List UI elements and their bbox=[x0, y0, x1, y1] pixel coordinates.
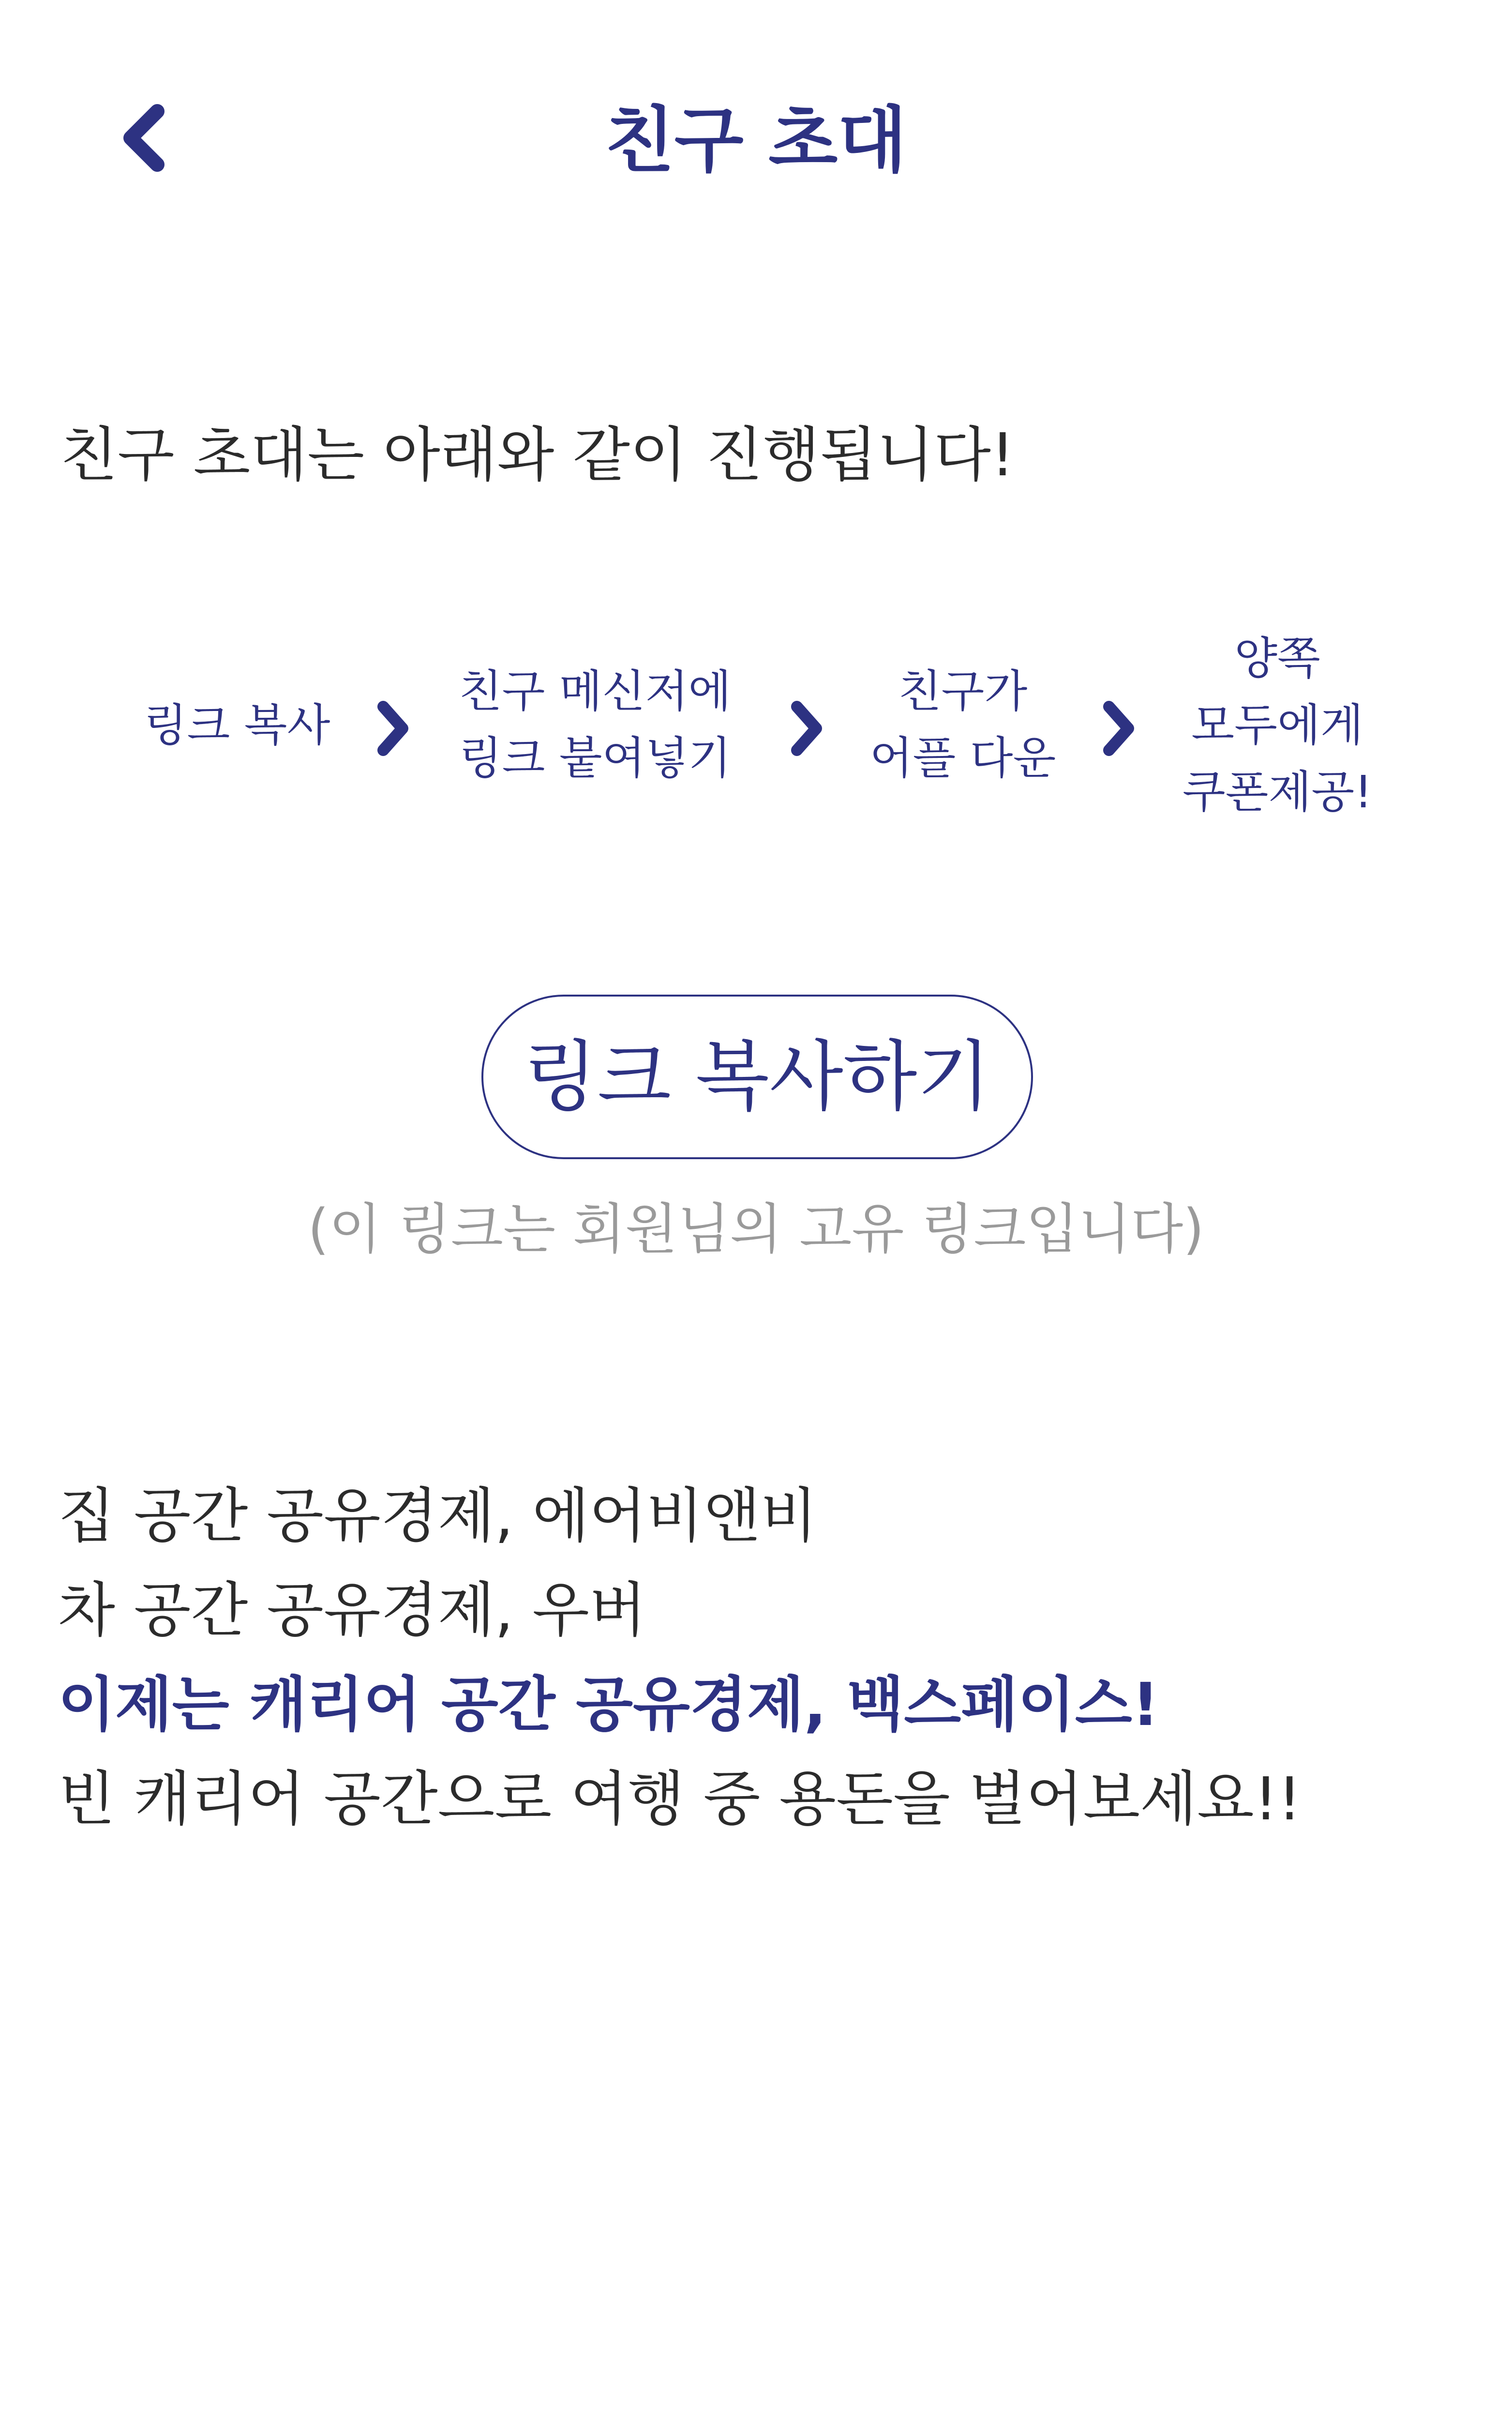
header bbox=[0, 0, 1512, 271]
intro-text: 친구 초대는 아래와 같이 진행됩니다! bbox=[60, 421, 1015, 489]
step-line: 어플 다운 bbox=[869, 732, 1056, 784]
step-coupon bbox=[1161, 625, 1393, 826]
step-line: 링크 붙여넣기 bbox=[459, 732, 732, 784]
promo-text bbox=[58, 1469, 1302, 1846]
step-line: 모두에게 bbox=[1191, 699, 1363, 751]
step-line: 친구가 bbox=[898, 666, 1028, 717]
step-line: 친구 메신저에 bbox=[459, 666, 732, 717]
copy-link-button[interactable]: 링크 복사하기 bbox=[481, 995, 1033, 1159]
step-copy-link bbox=[140, 692, 334, 759]
promo-line: 집 공간 공유경제, 에어비앤비 bbox=[58, 1482, 818, 1550]
chevron-right-icon bbox=[786, 699, 825, 757]
unique-link-note: (이 링크는 회원님의 고유 링크입니다) bbox=[308, 1198, 1204, 1261]
chevron-right-icon bbox=[1098, 699, 1137, 757]
step-paste-link bbox=[445, 658, 745, 792]
promo-highlight-line: 이제는 캐리어 공간 공유경제, 백스페이스! bbox=[58, 1670, 1159, 1739]
chevron-right-icon bbox=[373, 699, 411, 757]
step-line: 양쪽 bbox=[1234, 633, 1320, 684]
promo-line: 빈 캐리어 공간으로 여행 중 용돈을 벌어보세요!! bbox=[58, 1765, 1302, 1833]
promo-line: 차 공간 공유경제, 우버 bbox=[58, 1576, 646, 1645]
page-title: 친구 초대 bbox=[605, 99, 907, 182]
step-line: 링크 복사 bbox=[144, 699, 330, 751]
invite-steps bbox=[0, 620, 1512, 842]
step-download-app bbox=[852, 658, 1074, 792]
step-line: 쿠폰제공! bbox=[1182, 766, 1373, 818]
